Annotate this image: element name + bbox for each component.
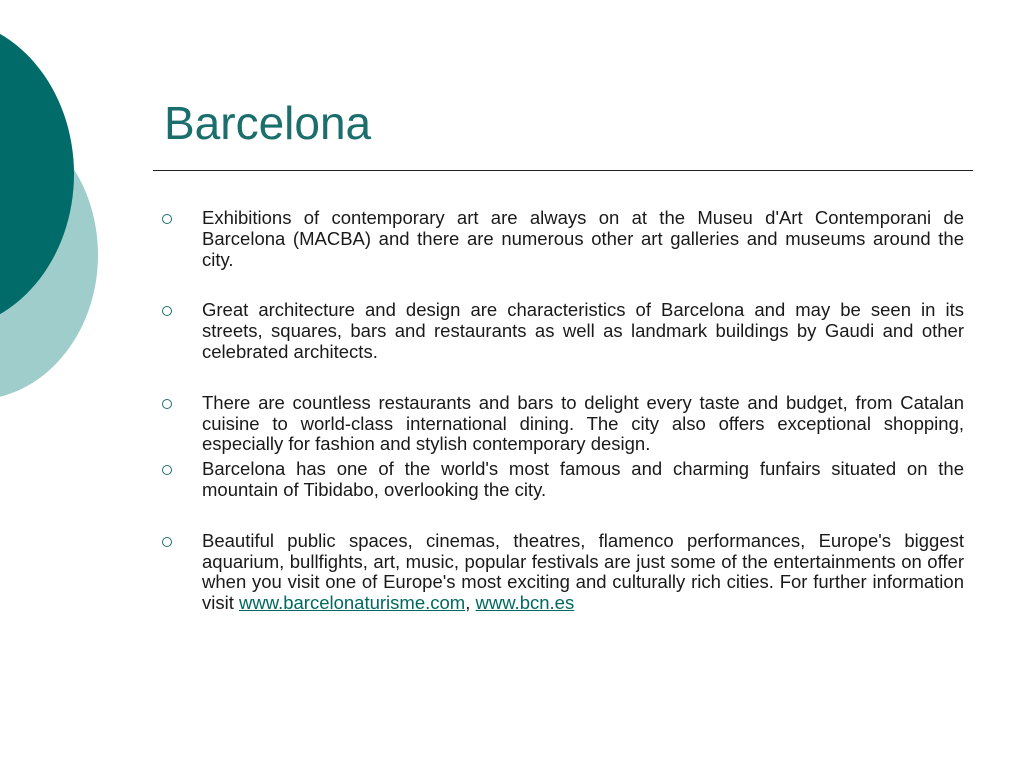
bullet-item-art [162, 208, 964, 270]
bullet-text: Exhibitions of contemporary art are always on at the Museu d'Art Contemporani de Barcelona (MACBA) and there are numerous other art galleries and museums around the city. [202, 207, 964, 270]
bullet-circle-icon [162, 306, 172, 316]
link-bcn[interactable]: www.bcn.es [475, 592, 575, 614]
link-separator: , [465, 592, 471, 614]
title-divider [153, 170, 973, 171]
bullet-circle-icon [162, 214, 172, 224]
bullet-text: Great architecture and design are characteristics of Barcelona and may be seen in its streets, squares, bars and restaurants as well as landmark buildings by Gaudi and other celebrated architects. [202, 299, 964, 362]
bullet-text: There are countless restaurants and bars to delight every taste and budget, from Catalan cuisine to world-class international dining. The city also offers exceptional shopping, especially for fashion and stylish contemporary design. [202, 391, 964, 455]
bullet-item-architecture [162, 300, 964, 362]
bullet-item-entertainment [162, 531, 964, 614]
bullet-circle-icon [162, 537, 172, 547]
bullet-item-funfair [162, 459, 964, 501]
link-barcelonaturisme[interactable]: www.barcelonaturisme.com [239, 592, 466, 614]
bullet-text: Beautiful public spaces, cinemas, theatres, flamenco performances, Europe's biggest aquarium, bullfights, art, music, popular festivals are just some of the entertainments on offer when you visit one of Europe's most exciting and culturally rich cities. For further information visit [202, 529, 964, 614]
bullet-text: Barcelona has one of the world's most famous and charming funfairs situated on the mountain of Tibidabo, overlooking the city. [202, 458, 964, 500]
bullet-list [162, 208, 964, 614]
bullet-circle-icon [162, 465, 172, 475]
bullet-item-dining [162, 393, 964, 455]
bullet-circle-icon [162, 399, 172, 409]
slide-title: Barcelona [164, 97, 372, 149]
